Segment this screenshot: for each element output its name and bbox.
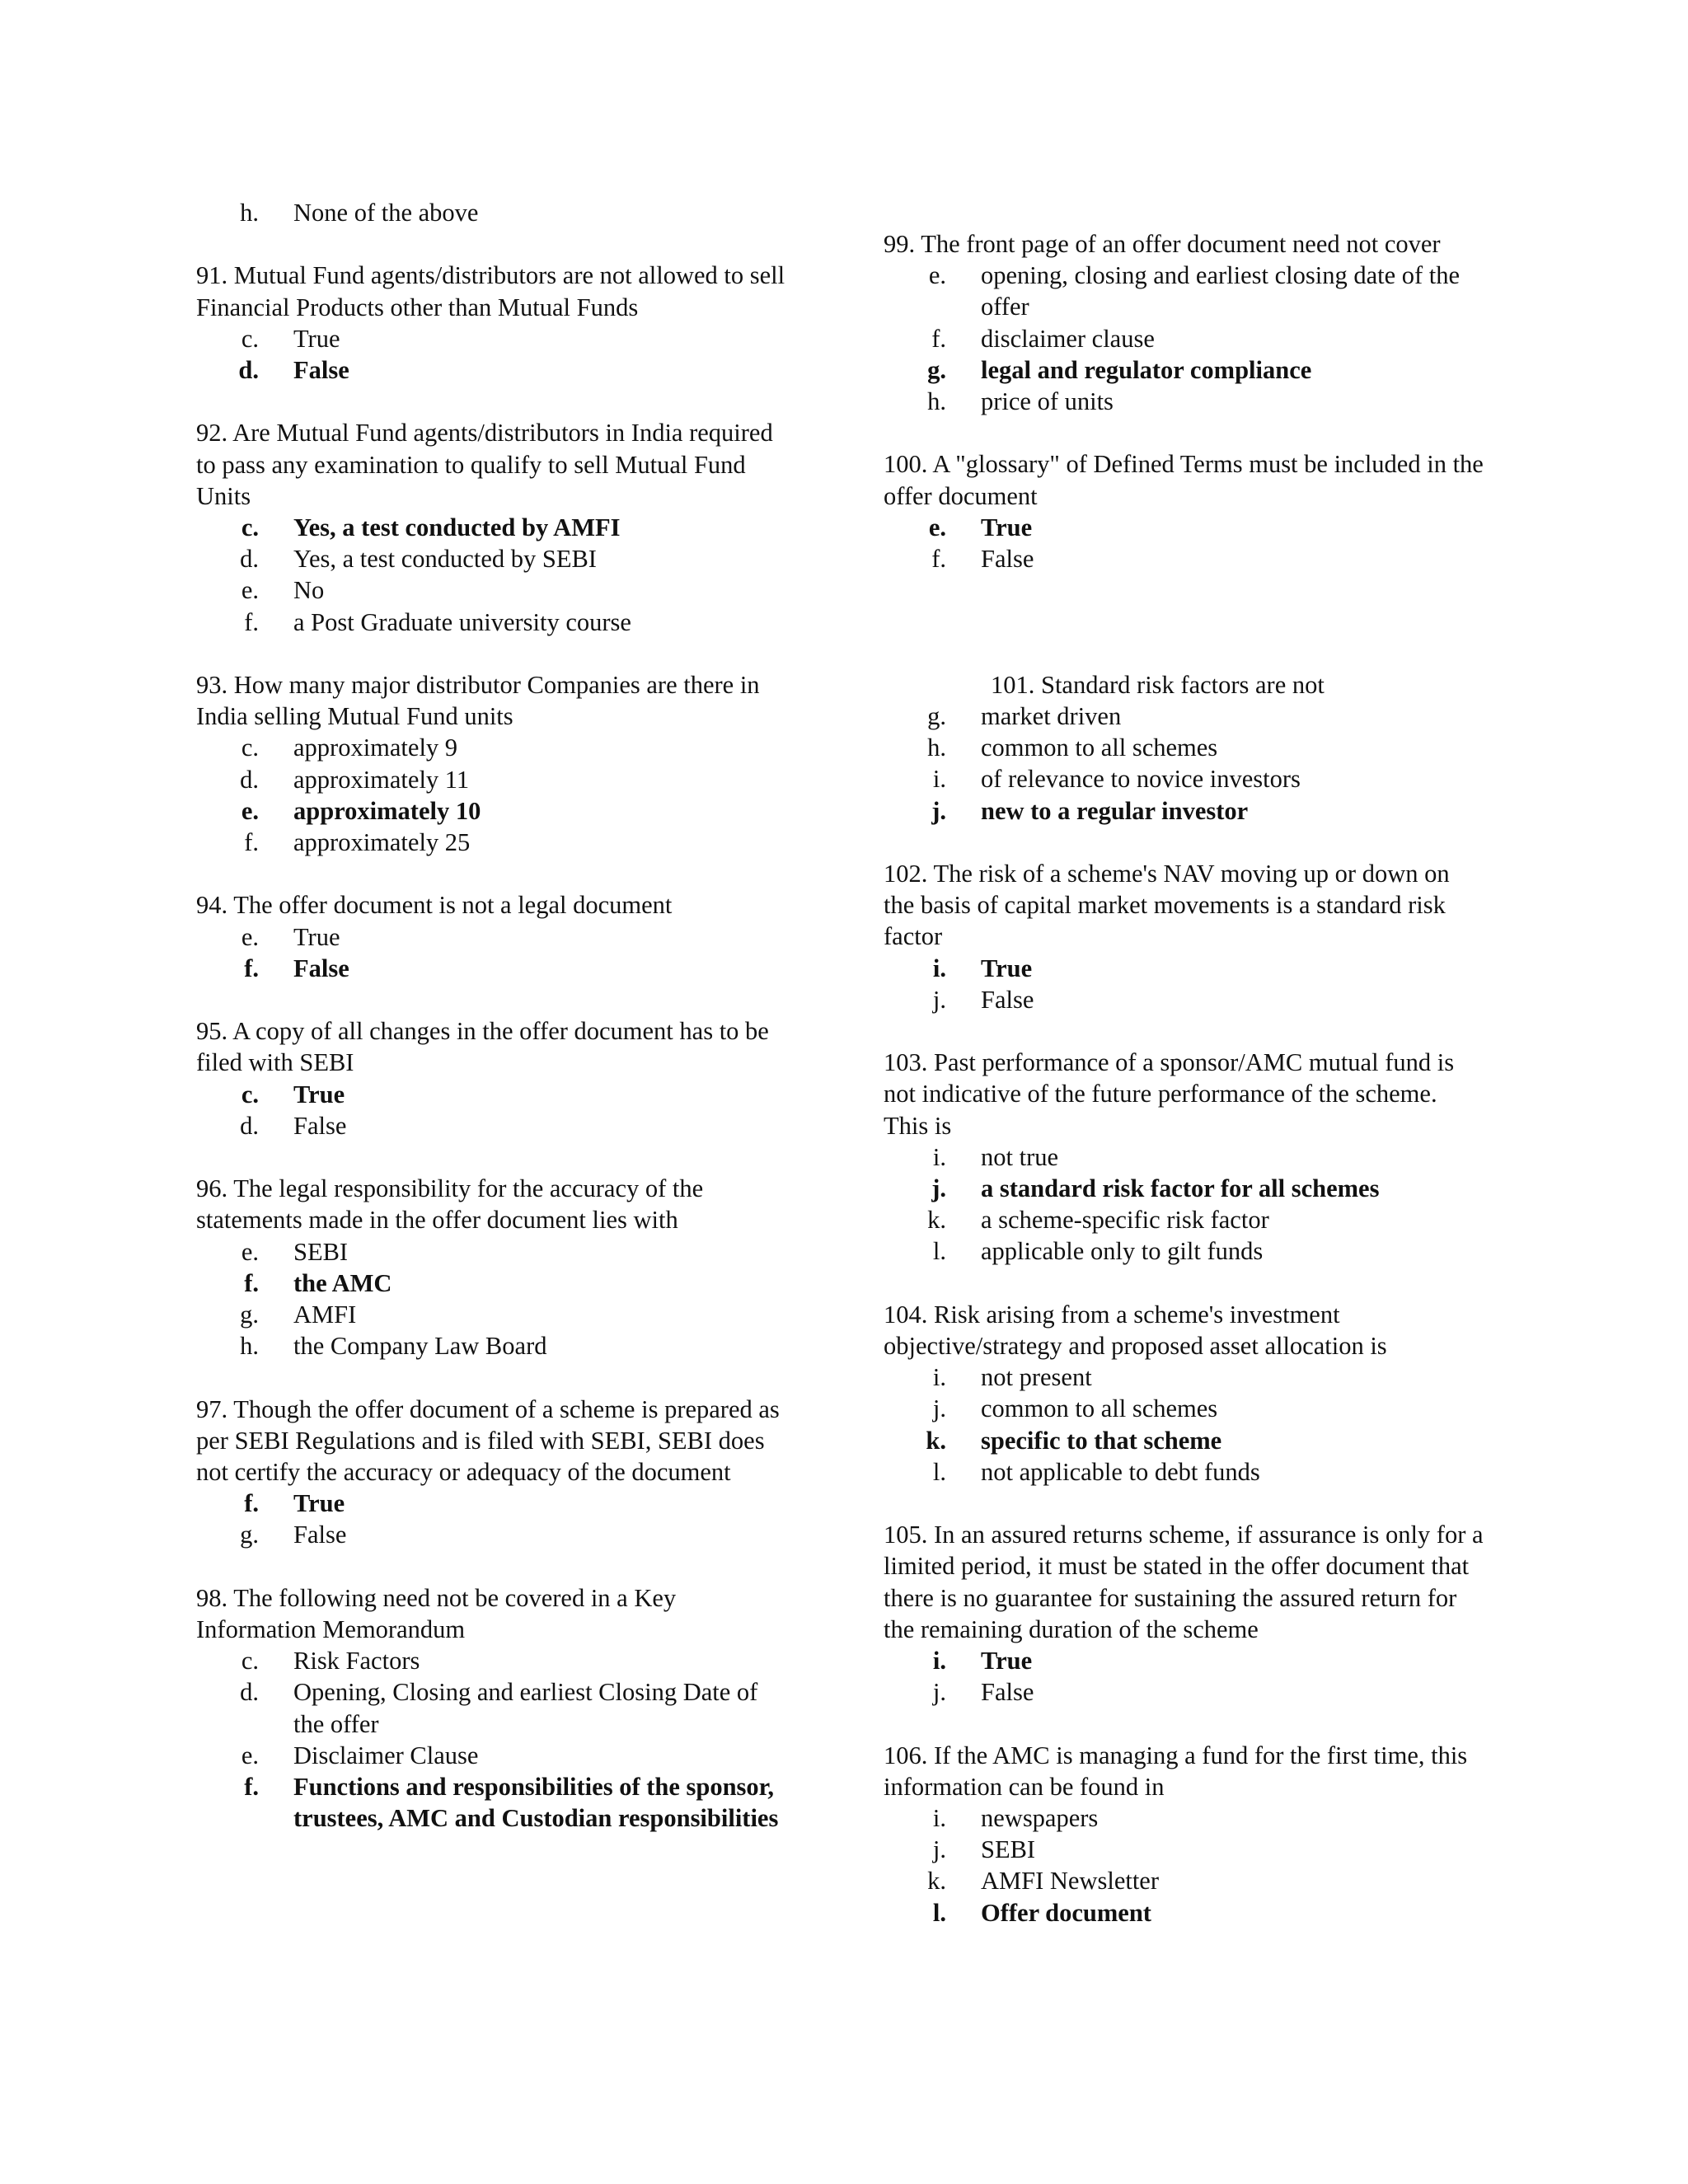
option-letter: l. — [932, 1457, 946, 1486]
answer-option — [884, 260, 1485, 322]
question-block — [884, 1047, 1485, 1267]
answer-option — [884, 1676, 1485, 1708]
answer-option-correct — [884, 1425, 1485, 1456]
question-stem: 101. Standard risk factors are not — [991, 670, 1325, 699]
question-block — [196, 889, 798, 984]
answer-option — [196, 607, 798, 638]
option-text: True — [981, 513, 1033, 541]
option-letter: h. — [240, 199, 259, 227]
option-text: a standard risk factor for all schemes — [981, 1174, 1380, 1202]
option-letter: f. — [931, 545, 946, 574]
question-spacer — [884, 417, 1485, 448]
left-column — [196, 197, 798, 1834]
question-block — [884, 448, 1485, 574]
answer-option — [196, 574, 798, 606]
option-text: common to all schemes — [981, 733, 1218, 762]
option-letter: c. — [241, 324, 259, 353]
option-letter: k. — [927, 1206, 946, 1235]
option-text: not applicable to debt funds — [981, 1457, 1260, 1486]
option-letter: j. — [931, 796, 946, 825]
option-text: approximately 11 — [293, 765, 470, 794]
option-text: approximately 10 — [293, 796, 481, 825]
answer-option-correct — [884, 354, 1485, 386]
option-letter: k. — [926, 1426, 946, 1455]
answer-option — [884, 732, 1485, 763]
question-block — [196, 197, 798, 228]
option-letter: e. — [241, 1237, 259, 1266]
option-letter: j. — [932, 1835, 946, 1864]
question-block — [884, 1299, 1485, 1488]
option-letter: g. — [240, 1301, 259, 1329]
answer-option — [884, 1361, 1485, 1393]
question-stem: 97. Though the offer document of a scheme is prepared as per SEBI Regulations and is filed with SEBI, SEBI does not certify the accuracy or adequacy of the document — [196, 1394, 780, 1487]
option-text: Yes, a test conducted by SEBI — [293, 545, 597, 574]
option-letter: j. — [932, 1678, 946, 1707]
option-text: False — [293, 356, 349, 384]
question-block — [196, 1582, 798, 1835]
option-letter: f. — [244, 954, 259, 982]
option-letter: c. — [241, 513, 259, 541]
option-letter: d. — [238, 356, 259, 384]
option-text: newspapers — [981, 1804, 1099, 1833]
option-text: applicable only to gilt funds — [981, 1237, 1264, 1266]
option-letter: i. — [932, 1142, 946, 1171]
answer-option — [196, 827, 798, 858]
question-spacer — [196, 858, 798, 889]
option-letter: l. — [932, 1898, 946, 1927]
option-text: SEBI — [981, 1835, 1036, 1864]
question-stem: 100. A "glossary" of Defined Terms must be included in the offer document — [884, 450, 1484, 510]
option-letter: h. — [240, 1332, 259, 1361]
option-letter: i. — [932, 1647, 946, 1675]
answer-option-correct — [884, 1897, 1485, 1929]
option-letter: g. — [240, 1521, 259, 1549]
question-spacer — [884, 574, 1485, 606]
option-text: a Post Graduate university course — [293, 607, 631, 636]
option-letter: g. — [927, 701, 946, 730]
option-text: AMFI Newsletter — [981, 1867, 1160, 1896]
option-text: False — [981, 1678, 1034, 1707]
question-stem: 95. A copy of all changes in the offer document has to be filed with SEBI — [196, 1017, 769, 1077]
option-text: True — [293, 324, 340, 353]
option-text: False — [293, 1111, 347, 1140]
question-spacer — [884, 638, 1485, 669]
answer-option-correct — [196, 1079, 798, 1110]
option-letter: e. — [928, 513, 946, 541]
option-letter: h. — [927, 733, 946, 762]
answer-option — [884, 1204, 1485, 1235]
question-stem: 98. The following need not be covered in a Key Information Memorandum — [196, 1583, 677, 1644]
answer-option — [196, 543, 798, 574]
option-letter: e. — [241, 576, 259, 605]
option-text: False — [981, 545, 1034, 574]
answer-option — [196, 732, 798, 763]
option-letter: l. — [932, 1237, 946, 1266]
option-text: specific to that scheme — [981, 1426, 1222, 1455]
question-spacer — [196, 638, 798, 669]
answer-option — [196, 1299, 798, 1330]
question-block — [196, 1394, 798, 1551]
option-letter: f. — [244, 828, 259, 857]
answer-option — [884, 1141, 1485, 1173]
question-spacer — [884, 1708, 1485, 1739]
answer-option-correct — [196, 1268, 798, 1299]
question-block — [196, 260, 798, 386]
question-stem: 92. Are Mutual Fund agents/distributors in India required to pass any examination to qualify to sell Mutual Fund Units — [196, 419, 773, 510]
option-letter: f. — [244, 1489, 259, 1518]
option-text: common to all schemes — [981, 1394, 1218, 1423]
option-text: Disclaimer Clause — [293, 1741, 479, 1769]
answer-option — [884, 323, 1485, 354]
question-block — [196, 417, 798, 637]
answer-option — [884, 984, 1485, 1015]
question-stem: 94. The offer document is not a legal document — [196, 891, 673, 920]
option-letter: d. — [240, 545, 259, 574]
answer-option-correct — [196, 1488, 798, 1519]
option-letter: g. — [927, 355, 946, 384]
option-text: new to a regular investor — [981, 796, 1249, 825]
question-block — [884, 228, 1485, 417]
option-letter: k. — [927, 1867, 946, 1896]
option-text: AMFI — [293, 1301, 357, 1329]
option-letter: e. — [241, 922, 259, 951]
option-text: Opening, Closing and earliest Closing Date of the offer — [293, 1678, 758, 1738]
option-text: False — [981, 985, 1034, 1014]
question-spacer — [196, 1551, 798, 1582]
answer-option — [884, 1865, 1485, 1896]
answer-option — [196, 921, 798, 953]
question-stem: 102. The risk of a scheme's NAV moving up or down on the basis of capital market movements is a standard risk factor — [884, 859, 1450, 951]
answer-option — [884, 1393, 1485, 1424]
answer-option — [884, 763, 1485, 794]
question-stem: 93. How many major distributor Companies are there in India selling Mutual Fund units — [196, 671, 760, 731]
question-spacer — [884, 1015, 1485, 1047]
question-block — [884, 1740, 1485, 1929]
option-letter: i. — [932, 954, 946, 982]
answer-option — [196, 764, 798, 795]
option-letter: i. — [932, 765, 946, 794]
answer-option — [196, 1645, 798, 1676]
answer-option-correct — [196, 953, 798, 984]
option-letter: c. — [241, 1080, 259, 1108]
option-text: disclaimer clause — [981, 324, 1155, 353]
question-spacer — [196, 1361, 798, 1393]
answer-option — [196, 1740, 798, 1771]
option-letter: j. — [932, 985, 946, 1014]
option-text: not present — [981, 1363, 1092, 1392]
answer-option-correct — [884, 795, 1485, 827]
answer-option-correct — [884, 1173, 1485, 1204]
answer-option-correct — [884, 512, 1485, 543]
question-block — [884, 858, 1485, 1015]
option-text: Risk Factors — [293, 1647, 420, 1675]
option-letter: d. — [240, 1111, 259, 1140]
question-spacer — [884, 1268, 1485, 1299]
answer-option — [196, 1110, 798, 1141]
option-text: opening, closing and earliest closing date of the offer — [981, 261, 1461, 321]
answer-option — [884, 1834, 1485, 1865]
option-text: False — [293, 1521, 347, 1549]
answer-option — [196, 1330, 798, 1361]
option-text: Offer document — [981, 1898, 1151, 1927]
option-text: True — [293, 1080, 345, 1108]
answer-option — [884, 386, 1485, 417]
option-text: True — [293, 1489, 345, 1518]
question-stem: 96. The legal responsibility for the accuracy of the statements made in the offer document lies with — [196, 1174, 704, 1235]
option-letter: e. — [928, 261, 946, 290]
question-spacer — [196, 984, 798, 1015]
question-block — [196, 1173, 798, 1361]
option-text: SEBI — [293, 1237, 349, 1266]
answer-option — [196, 197, 798, 228]
option-text: None of the above — [293, 199, 479, 227]
answer-option — [884, 1802, 1485, 1834]
question-block — [196, 669, 798, 858]
option-letter: j. — [932, 1394, 946, 1423]
answer-option-correct — [196, 795, 798, 827]
option-text: True — [981, 1647, 1033, 1675]
answer-option — [884, 701, 1485, 732]
option-text: Functions and responsibilities of the sponsor, trustees, AMC and Custodian responsibilities — [293, 1773, 779, 1833]
question-stem: 91. Mutual Fund agents/distributors are not allowed to sell Financial Products other than Mutual Funds — [196, 261, 785, 321]
option-text: False — [293, 954, 349, 982]
option-letter: d. — [240, 765, 259, 794]
option-letter: h. — [927, 387, 946, 416]
option-text: price of units — [981, 387, 1114, 416]
option-text: True — [981, 954, 1033, 982]
question-stem: 99. The front page of an offer document need not cover — [884, 230, 1441, 258]
question-stem: 106. If the AMC is managing a fund for the first time, this information can be found in — [884, 1741, 1468, 1801]
option-text: the Company Law Board — [293, 1332, 547, 1361]
option-text: Yes, a test conducted by AMFI — [293, 513, 621, 541]
option-letter: e. — [241, 1741, 259, 1769]
question-spacer — [196, 386, 798, 417]
right-column — [884, 228, 1485, 1929]
answer-option — [884, 1456, 1485, 1488]
question-spacer — [884, 606, 1485, 637]
answer-option — [196, 1236, 798, 1268]
option-letter: d. — [240, 1678, 259, 1707]
option-letter: j. — [931, 1174, 946, 1202]
answer-option-correct — [884, 1645, 1485, 1676]
question-spacer — [196, 228, 798, 260]
answer-option-correct — [196, 512, 798, 543]
option-letter: e. — [241, 796, 259, 825]
option-letter: i. — [932, 1804, 946, 1833]
question-block — [884, 669, 1485, 827]
question-stem: 104. Risk arising from a scheme's investment objective/strategy and proposed asset allocation is — [884, 1300, 1387, 1360]
option-text: a scheme-specific risk factor — [981, 1206, 1269, 1235]
question-stem: 105. In an assured returns scheme, if assurance is only for a limited period, it must be stated in the offer document that there is no guarantee for sustaining the assured return for the remaining duration of the scheme — [884, 1521, 1484, 1643]
question-spacer — [884, 1488, 1485, 1519]
option-text: the AMC — [293, 1268, 392, 1297]
answer-option — [884, 543, 1485, 574]
option-letter: f. — [244, 607, 259, 636]
question-stem: 103. Past performance of a sponsor/AMC mutual fund is not indicative of the future performance of the scheme. This is — [884, 1048, 1455, 1140]
answer-option-correct — [884, 953, 1485, 984]
answer-option-correct — [196, 354, 798, 386]
option-letter: f. — [931, 324, 946, 353]
question-block — [196, 1015, 798, 1141]
option-text: not true — [981, 1142, 1059, 1171]
option-letter: f. — [244, 1773, 259, 1802]
question-spacer — [884, 827, 1485, 858]
option-text: approximately 25 — [293, 828, 471, 857]
option-text: approximately 9 — [293, 733, 458, 762]
answer-option — [196, 1519, 798, 1550]
option-letter: f. — [244, 1268, 259, 1297]
answer-option — [884, 1235, 1485, 1267]
answer-option-correct — [196, 1771, 798, 1834]
option-letter: c. — [241, 1647, 259, 1675]
option-letter: i. — [932, 1363, 946, 1392]
option-text: True — [293, 922, 340, 951]
option-text: No — [293, 576, 325, 605]
question-spacer — [196, 1141, 798, 1173]
question-block — [884, 1519, 1485, 1708]
option-letter: c. — [241, 733, 259, 762]
option-text: market driven — [981, 701, 1122, 730]
option-text: of relevance to novice investors — [981, 765, 1301, 794]
answer-option — [196, 323, 798, 354]
option-text: legal and regulator compliance — [981, 355, 1312, 384]
answer-option — [196, 1676, 798, 1739]
